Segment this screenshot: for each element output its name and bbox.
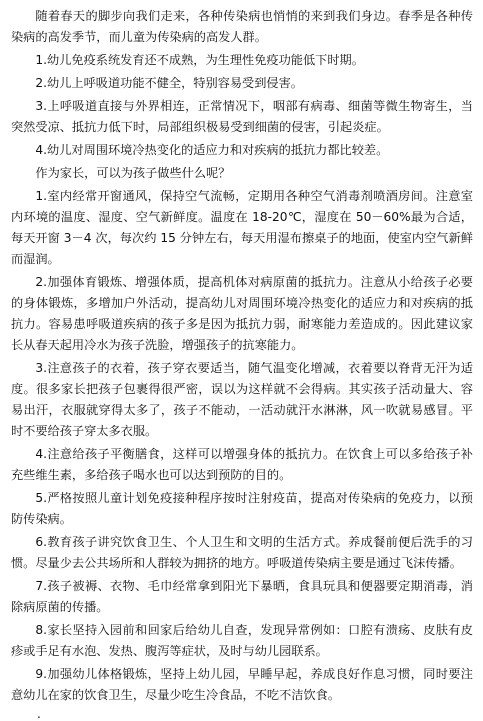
tip-4-paragraph: 4.注意给孩子平衡膳食，这样可以增强身体的抵抗力。在饮食上可以多给孩子补充些维生素，多给孩子喝水也可以达到预防的目的。 [11,447,473,482]
reason-2-paragraph: 2.幼儿上呼吸道功能不健全，特别容易受到侵害。 [35,76,303,90]
end-mark: . [37,707,41,721]
tip-2-paragraph: 2.加强体育锻炼、增强体质，提高机体对病原菌的抵抗力。注意从小给孩子必要的身体锻炼，多增加户外活动，提高幼儿对周围环境冷热变化的适应力和对疾病的抵抗力。容易患呼吸道疾病的孩子多是因为抵抗力弱，耐寒能力差造成的。因此建议家长从春天起用冷水为孩子洗脸，增强孩子的抗寒能力。 [11,275,473,352]
section-question-heading: 作为家长，可以为孩子做些什么呢？ [35,166,231,180]
tip-3-paragraph: 3.注意孩子的衣着，孩子穿衣要适当，随气温变化增减，衣着要以脊背无汗为适度。很多家长把孩子包裹得很严密，误以为这样就不会得病。其实孩子活动量大、容易出汗，衣服就穿得太多了，孩子不能动，一活动就汗水淋淋，风一吹就易感冒。平时不要给孩子穿太多衣服。 [11,361,473,438]
reason-3-paragraph: 3.上呼吸道直接与外界相连，正常情况下，咽部有病毒、细菌等微生物寄生，当突然受凉、抵抗力低下时，局部组织极易受到细菌的侵害，引起炎症。 [11,99,473,134]
tip-1-paragraph: 1.室内经常开窗通风，保持空气流畅，定期用各种空气消毒剂喷酒房间。注意室内环境的温度、湿度、空气新鲜度。温度在 18-20℃，湿度在 50－60%最为合适，每天开窗 3－4 次，每次约 15 分钟左右，每天用湿布擦桌子的地面，使室内空气新鲜而湿润。 [11,189,473,266]
tip-9-paragraph: 9.加强幼儿体格锻炼，坚持上幼儿园，早睡早起，养成良好作息习惯，同时要注意幼儿在家的饮食卫生，尽量少吃生冷食品，不吃不洁饮食。 [11,667,473,702]
reason-4-paragraph: 4.幼儿对周围环境冷热变化的适应力和对疾病的抵抗力都比较差。 [35,143,389,157]
intro-paragraph: 随着春天的脚步向我们走来，各种传染病也悄悄的来到我们身边。春季是各种传染病的高发季节，而儿童为传染病的高发人群。 [11,9,473,44]
tip-5-paragraph: 5.严格按照儿童计划免疫接种程序按时注射疫苗，提高对传染病的免疫力，以预防传染病。 [11,491,473,526]
tip-7-paragraph: 7.孩子被褥、衣物、毛巾经常拿到阳光下暴晒，食具玩具和便器要定期消毒，消除病原菌的传播。 [11,579,473,614]
reason-1-paragraph: 1.幼儿免疫系统发育还不成熟，为生理性免疫功能低下时期。 [35,53,364,67]
tip-6-paragraph: 6.教育孩子讲究饮食卫生、个人卫生和文明的生活方式。养成餐前便后洗手的习惯。尽量少去公共场所和人群较为拥挤的地方。呼吸道传染病主要是通过飞沫传播。 [11,535,473,570]
tip-8-paragraph: 8.家长坚持入园前和回家后给幼儿自查，发现异常例如：口腔有溃疡、皮肤有皮疹或手足有水泡、发热、腹泻等症状，及时与幼儿园联系。 [11,623,473,658]
